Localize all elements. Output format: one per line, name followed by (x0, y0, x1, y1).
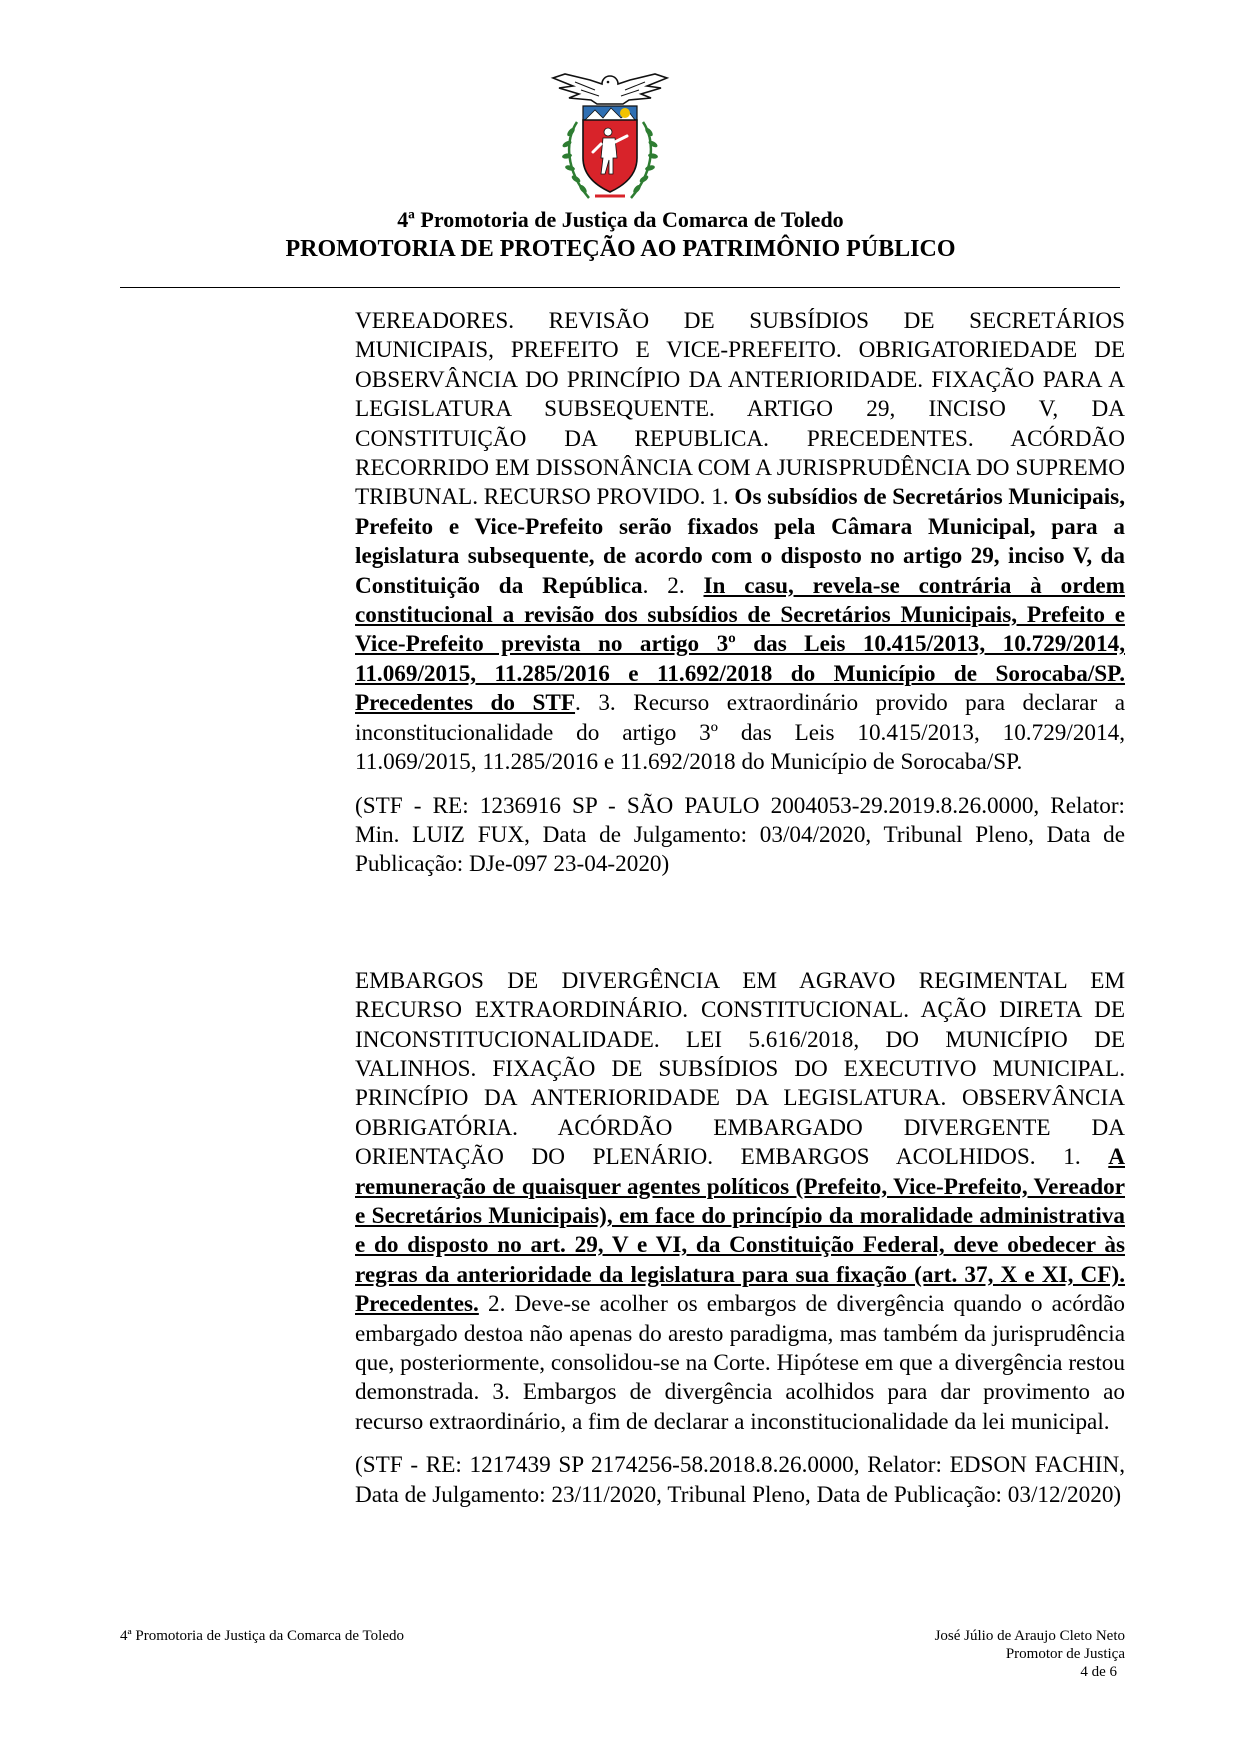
footer-signature (725, 1627, 1125, 1681)
citation-1: (STF - RE: 1236916 SP - SÃO PAULO 2004053-29.2019.8.26.0000, Relator: Min. LUIZ FUX, Data de Julgamento: 03/04/2020, Tribunal Pleno, Data de Publicação: DJe-097 23-04-2020) (355, 792, 1125, 878)
jurisprudence-summary-1 (355, 307, 1125, 778)
header-divider (120, 287, 1120, 288)
prosecutor-role: Promotor de Justiça (1005, 1646, 1125, 1662)
document-body (355, 307, 1125, 1510)
summary-emphasis-text: In casu, revela-se contrária à ordem constitucional a revisão dos subsídios de Secretários Municipais, Prefeito e Vice-Prefeito prevista no artigo 3º das Leis 10.415/2013, 10.729/2014, 11.069/2015, 11.285/2016 e 11.692/2018 do Município de Sorocaba/SP. Precedentes do STF (355, 572, 1126, 717)
citation-2: (STF - RE: 1217439 SP 2174256-58.2018.8.26.0000, Relator: EDSON FACHIN, Data de Julgamento: 23/11/2020, Tribunal Pleno, Data de Publicação: 03/12/2020) (355, 1452, 1125, 1508)
summary-bold-text: Os subsídios de Secretários Municipais, Prefeito e Vice-Prefeito serão fixados pela Câmara Municipal, para a legislatura subsequente, de acordo com o disposto no artigo 29, inciso V, da Constituição da República (355, 484, 1125, 599)
prosecutor-name: José Júlio de Araujo Cleto Neto (934, 1628, 1125, 1644)
summary-text: EMBARGOS DE DIVERGÊNCIA EM AGRAVO REGIMENTAL EM RECURSO EXTRAORDINÁRIO. CONSTITUCIONAL. AÇÃO DIRETA DE INCONSTITUCIONALIDADE. LEI 5.616/2018, DO MUNICÍPIO DE VALINHOS. FIXAÇÃO DE SUBSÍDIOS DO EXECUTIVO MUNICIPAL. PRINCÍPIO DA ANTERIORIDADE DA LEGISLATURA. OBSERVÂNCIA OBRIGATÓRIA. ACÓRDÃO EMBARGADO DIVERGENTE DA ORIENTAÇÃO DO PLENÁRIO. EMBARGOS ACOLHIDOS. 1. (355, 967, 1125, 1171)
page-number: 4 de 6 (1080, 1664, 1117, 1680)
jurisprudence-summary-2 (355, 967, 1125, 1438)
office-name: 4ª Promotoria de Justiça da Comarca de Toledo (397, 207, 844, 232)
parana-coat-of-arms-icon (545, 70, 675, 210)
summary-emphasis-text: A remuneração de quaisquer agentes políticos (Prefeito, Vice-Prefeito, Vereador e Secretários Municipais), em face do princípio da moralidade administrativa e do disposto no art. 29, V e VI, da Constituição Federal, deve obedecer às regras da anterioridade da legislatura para sua fixação (art. 37, X e XI, CF). Precedentes. (355, 1144, 1125, 1318)
section-spacer (355, 880, 1125, 967)
summary-text: . 2. (642, 572, 704, 599)
summary-text: VEREADORES. REVISÃO DE SUBSÍDIOS DE SECRETÁRIOS MUNICIPAIS, PREFEITO E VICE-PREFEITO. OBRIGATORIEDADE DE OBSERVÂNCIA DO PRINCÍPIO DA ANTERIORIDADE. FIXAÇÃO PARA A LEGISLATURA SUBSEQUENTE. ARTIGO 29, INCISO V, DA CONSTITUIÇÃO DA REPUBLICA. PRECEDENTES. ACÓRDÃO RECORRIDO EM DISSONÂNCIA COM A JURISPRUDÊNCIA DO SUPREMO TRIBUNAL. RECURSO PROVIDO. 1. (355, 308, 1125, 511)
summary-text: 2. Deve-se acolher os embargos de divergência quando o acórdão embargado destoa não apenas do aresto paradigma, mas também da jurisprudência que, posteriormente, consolidou-se na Corte. Hipótese em que a divergência restou demonstrada. 3. Embargos de divergência acolhidos para dar provimento ao recurso extraordinário, a fim de declarar a inconstitucionalidade da lei municipal. (355, 1291, 1125, 1435)
department-title: PROMOTORIA DE PROTEÇÃO AO PATRIMÔNIO PÚBLICO (285, 236, 956, 262)
footer-office: 4ª Promotoria de Justiça da Comarca de Toledo (120, 1628, 404, 1644)
summary-text: . 3. Recurso extraordinário provido para declarar a inconstitucionalidade do artigo 3º das Leis 10.415/2013, 10.729/2014, 11.069/2015, 11.285/2016 e 11.692/2018 do Município de Sorocaba/SP. (355, 690, 1125, 776)
